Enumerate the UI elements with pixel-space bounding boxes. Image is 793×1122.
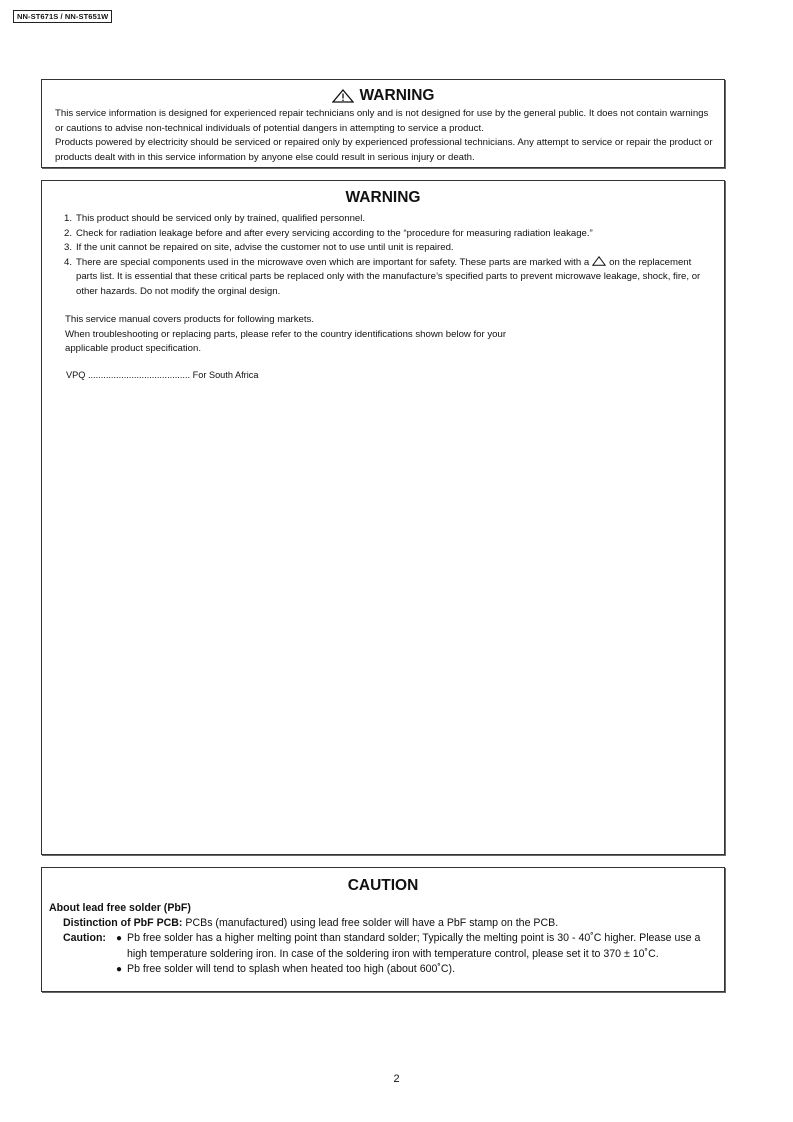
list-item: 3. If the unit cannot be repaired on site, advise the customer not to use until unit is repaired. bbox=[64, 242, 454, 253]
list-item: ● Pb free solder will tend to splash when heated too high (about 600˚C). bbox=[116, 962, 714, 977]
caution-bullets bbox=[116, 931, 714, 977]
caution-box bbox=[41, 867, 725, 992]
bullet-icon: ● bbox=[116, 963, 123, 975]
caution-title: CAUTION bbox=[347, 877, 419, 894]
bullet-icon: ● bbox=[116, 933, 123, 945]
warning-title: WARNING bbox=[359, 87, 435, 104]
caution-notes bbox=[63, 931, 724, 977]
warning-text bbox=[55, 107, 714, 165]
warning-title-2: WARNING bbox=[345, 189, 421, 206]
caution-body bbox=[42, 901, 724, 977]
list-item: ● Pb free solder has a higher melting point than standard solder; Typically the melting point is 30 - 40˚C higher. Please use a high temperature soldering iron. In case of the soldering iron with temperature control, please set it to 370 ± 10˚C. bbox=[116, 931, 714, 961]
list-item: 1. This product should be serviced only by trained, qualified personnel. bbox=[64, 213, 366, 224]
safety-mark-icon bbox=[592, 256, 606, 266]
caution-label: Caution: bbox=[63, 932, 106, 945]
warning-line: Products powered by electricity should be serviced or repaired only by experienced professional technicians. Any attempt to service or repair the product or products dealt with in this service information by anyone else could result in serious injury or death. bbox=[55, 137, 713, 163]
warning-heading-2 bbox=[42, 189, 724, 207]
list-item: 2. Check for radiation leakage before and after every servicing according to the “procedure for measuring radiation leakage.” bbox=[64, 227, 593, 239]
caution-subtitle: About lead free solder (PbF) bbox=[49, 902, 191, 914]
caution-heading bbox=[42, 877, 724, 895]
warning-heading bbox=[42, 87, 724, 105]
warning-line: This service information is designed for experienced repair technicians only and is not designed for use by the general public. It does not contain warnings or cautions to advise non-technical individuals of potential dangers in attempting to service a product. bbox=[55, 108, 709, 134]
model-number-tag: NN-ST671S / NN-ST651W bbox=[13, 10, 112, 23]
warning-triangle-icon bbox=[332, 89, 354, 103]
safety-warning-box bbox=[41, 180, 725, 855]
service-warning-box bbox=[41, 79, 725, 168]
market-coverage-text: This service manual covers products for following markets. When troubleshooting or replacing parts, please refer to the country identifications shown below for your applicable product specification. bbox=[65, 314, 507, 354]
list-item: 4. There are special components used in the microwave oven which are important for safety. These parts are marked with a on the replacement parts list. It is essential that these critical parts be replaced only with the manufacture’s specified parts to prevent microwave leakage, shock, fire, or other hazards. Do not modify the orginal design. bbox=[64, 256, 701, 297]
warning-list bbox=[64, 212, 708, 299]
page-number: 2 bbox=[393, 1073, 400, 1085]
region-code: VPQ ........................................ For South Africa bbox=[66, 369, 259, 380]
pbf-distinction: Distinction of PbF PCB: PCBs (manufactured) using lead free solder will have a PbF stamp on the PCB. bbox=[63, 917, 559, 930]
